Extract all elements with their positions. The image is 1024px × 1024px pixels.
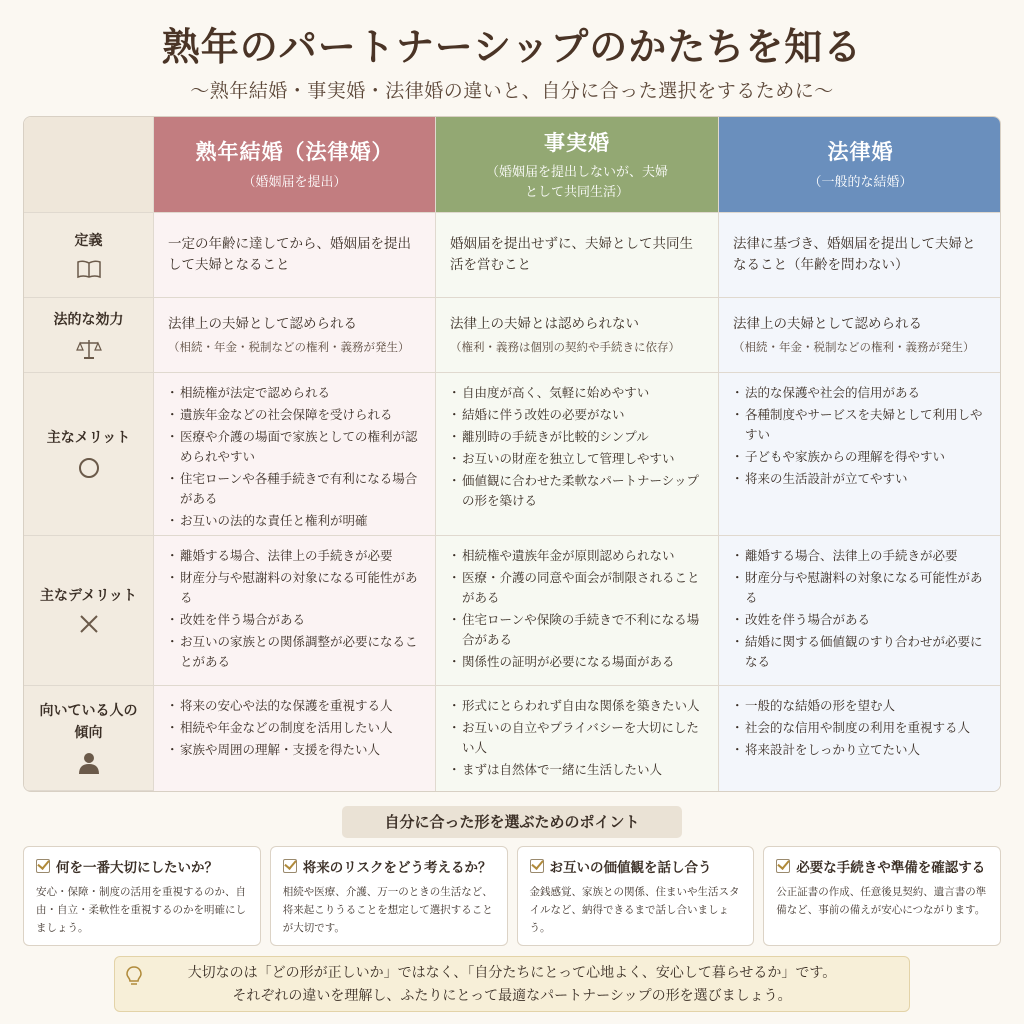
legal-effect-main: 法律上の夫婦として認められる bbox=[168, 315, 357, 332]
row-label-merits bbox=[24, 373, 154, 536]
demerits-list bbox=[168, 546, 421, 672]
legal-effect-cell bbox=[436, 298, 719, 373]
cross-icon bbox=[78, 613, 100, 635]
point-title: お互いの価値観を話し合う bbox=[549, 860, 712, 876]
definition-cell: 婚姻届を提出せずに、夫婦として共同生活を営むこと bbox=[436, 213, 719, 298]
suited-cell bbox=[154, 686, 436, 791]
scale-icon bbox=[76, 338, 102, 360]
demerits-cell bbox=[154, 536, 436, 686]
row-label-definition bbox=[24, 213, 154, 298]
closing-line-2: それぞれの違いを理解し、ふたりにとって最適なパートナーシップの形を選びましょう。 bbox=[232, 988, 792, 1005]
list-item: ・ 改姓を伴う場合がある bbox=[733, 610, 988, 630]
point-body: 公正証書の作成、任意後見契約、遺言書の準備など、事前の備えが安心につながります。 bbox=[776, 886, 987, 916]
suited-list bbox=[450, 696, 704, 780]
list-item: ・ 離婚する場合、法律上の手続きが必要 bbox=[168, 546, 421, 566]
demerits-list bbox=[450, 546, 704, 672]
legal-effect-main: 法律上の夫婦とは認められない bbox=[450, 315, 639, 332]
list-item: ・ 各種制度やサービスを夫婦として利用しやすい bbox=[733, 405, 988, 445]
point-card bbox=[517, 846, 755, 946]
checkbox-icon bbox=[776, 859, 790, 873]
column-subtitle: （一般的な結婚） bbox=[808, 175, 913, 191]
merits-cell bbox=[436, 373, 719, 536]
checkbox-icon bbox=[530, 859, 544, 873]
demerits-list bbox=[733, 546, 988, 672]
row-label-text: 定義 bbox=[74, 233, 103, 250]
column-header-common-law bbox=[436, 117, 719, 213]
merits-cell bbox=[719, 373, 1001, 536]
point-card bbox=[270, 846, 508, 946]
table-corner bbox=[24, 117, 154, 213]
suited-list bbox=[733, 696, 988, 760]
legal-effect-main: 法律上の夫婦として認められる bbox=[733, 315, 922, 332]
definition-cell: 法律に基づき、婚姻届を提出して夫婦となること（年齢を問わない） bbox=[719, 213, 1001, 298]
column-subtitle: （婚姻届を提出しないが、夫婦として共同生活） bbox=[485, 165, 668, 200]
list-item: ・ 将来の安心や法的な保護を重視する人 bbox=[168, 696, 421, 716]
list-item: ・ 結婚に伴う改姓の必要がない bbox=[450, 405, 704, 425]
row-label-text: 法的な効力 bbox=[53, 312, 124, 329]
point-card bbox=[763, 846, 1001, 946]
list-item: ・ 自由度が高く、気軽に始めやすい bbox=[450, 383, 704, 403]
checkbox-icon bbox=[36, 859, 50, 873]
legal-effect-note: （権利・義務は個別の契約や手続きに依存） bbox=[450, 339, 680, 354]
list-item: ・ 子どもや家族からの理解を得やすい bbox=[733, 447, 988, 467]
list-item: ・ 相続や年金などの制度を活用したい人 bbox=[168, 718, 421, 738]
legal-effect-cell bbox=[719, 298, 1001, 373]
list-item: ・ 遺族年金などの社会保障を受けられる bbox=[168, 405, 421, 425]
list-item: ・ 住宅ローンや保険の手続きで不利になる場合がある bbox=[450, 610, 704, 650]
list-item: ・ 財産分与や慰謝料の対象になる可能性がある bbox=[168, 568, 421, 608]
column-title: 熟年結婚（法律婚） bbox=[195, 140, 394, 165]
book-icon bbox=[76, 259, 102, 279]
merits-list bbox=[450, 383, 704, 511]
list-item: ・ 医療や介護の場面で家族としての権利が認められやすい bbox=[168, 427, 421, 467]
row-label-text: 主なデメリット bbox=[40, 587, 137, 604]
merits-cell bbox=[154, 373, 436, 536]
row-label-demerits bbox=[24, 536, 154, 686]
column-header-senior-marriage bbox=[154, 117, 436, 213]
list-item: ・ 離別時の手続きが比較的シンプル bbox=[450, 427, 704, 447]
row-label-suited bbox=[24, 686, 154, 791]
definition-cell: 一定の年齢に達してから、婚姻届を提出して夫婦となること bbox=[154, 213, 436, 298]
suited-list bbox=[168, 696, 421, 760]
legal-effect-cell bbox=[154, 298, 436, 373]
row-label-text: 主なメリット bbox=[46, 430, 131, 447]
list-item: ・ お互いの自立やプライバシーを大切にしたい人 bbox=[450, 718, 704, 758]
column-title: 法律婚 bbox=[827, 140, 894, 165]
list-item: ・ お互いの法的な責任と権利が明確 bbox=[168, 511, 421, 531]
demerits-cell bbox=[436, 536, 719, 686]
demerits-cell bbox=[719, 536, 1001, 686]
row-label-legal-effect bbox=[24, 298, 154, 373]
list-item: ・ まずは自然体で一緒に生活したい人 bbox=[450, 760, 704, 780]
closing-line-1: 大切なのは「どの形が正しいか」ではなく、「自分たちにとって心地よく、安心して暮らせるか」です。 bbox=[187, 965, 837, 981]
page-subtitle: 〜熟年結婚・事実婚・法律婚の違いと、自分に合った選択をするために〜 bbox=[190, 80, 834, 102]
list-item: ・ 離婚する場合、法律上の手続きが必要 bbox=[733, 546, 988, 566]
points-heading: 自分に合った形を選ぶためのポイント bbox=[342, 806, 682, 838]
point-title: 何を一番大切にしたいか？ bbox=[56, 860, 218, 876]
list-item: ・ 関係性の証明が必要になる場面がある bbox=[450, 652, 704, 672]
suited-cell bbox=[719, 686, 1001, 791]
page-title: 熟年のパートナーシップのかたちを知る bbox=[161, 24, 863, 69]
checkbox-icon bbox=[283, 859, 297, 873]
merits-list bbox=[733, 383, 988, 489]
point-body: 相続や医療、介護、万一のときの生活など、将来起こりうることを想定して選択することが大切です。 bbox=[282, 886, 493, 934]
circle-icon bbox=[77, 456, 101, 480]
lightbulb-icon bbox=[125, 965, 143, 987]
row-label-text: 向いている人の傾向 bbox=[39, 703, 138, 741]
list-item: ・ 結婚に関する価値観のすり合わせが必要になる bbox=[733, 632, 988, 672]
list-item: ・ 財産分与や慰謝料の対象になる可能性がある bbox=[733, 568, 988, 608]
comparison-table bbox=[23, 116, 1001, 792]
point-body: 安心・保障・制度の活用を重視するのか、自由・自立・柔軟性を重視するのかを明確にしましょう。 bbox=[36, 886, 246, 934]
column-title: 事実婚 bbox=[544, 130, 610, 155]
point-title: 将来のリスクをどう考えるか？ bbox=[302, 860, 492, 876]
list-item: ・ 形式にとらわれず自由な関係を築きたい人 bbox=[450, 696, 704, 716]
list-item: ・ 医療・介護の同意や面会が制限されることがある bbox=[450, 568, 704, 608]
list-item: ・ 法的な保護や社会的信用がある bbox=[733, 383, 988, 403]
list-item: ・ 相続権や遺族年金が原則認められない bbox=[450, 546, 704, 566]
suited-cell bbox=[436, 686, 719, 791]
list-item: ・ 住宅ローンや各種手続きで有利になる場合がある bbox=[168, 469, 421, 509]
legal-effect-note: （相続・年金・税制などの権利・義務が発生） bbox=[168, 339, 410, 354]
list-item: ・ 将来の生活設計が立てやすい bbox=[733, 469, 988, 489]
list-item: ・ 価値観に合わせた柔軟なパートナーシップの形を築ける bbox=[450, 471, 704, 511]
list-item: ・ お互いの家族との関係調整が必要になることがある bbox=[168, 632, 421, 672]
point-title: 必要な手続きや準備を確認する bbox=[796, 860, 986, 876]
merits-list bbox=[168, 383, 421, 531]
column-header-legal-marriage bbox=[719, 117, 1001, 213]
points-cards bbox=[23, 846, 1001, 946]
point-card bbox=[23, 846, 261, 946]
list-item: ・ 一般的な結婚の形を望む人 bbox=[733, 696, 988, 716]
list-item: ・ 将来設計をしっかり立てたい人 bbox=[733, 740, 988, 760]
list-item: ・ 家族や周囲の理解・支援を得たい人 bbox=[168, 740, 421, 760]
legal-effect-note: （相続・年金・税制などの権利・義務が発生） bbox=[733, 339, 975, 354]
point-body: 金銭感覚、家族との関係、住まいや生活スタイルなど、納得できるまで話し合いましょう。 bbox=[529, 886, 740, 934]
column-subtitle: （婚姻届を提出） bbox=[242, 175, 347, 191]
closing-message bbox=[114, 956, 910, 1012]
person-icon bbox=[78, 751, 100, 775]
list-item: ・ お互いの財産を独立して管理しやすい bbox=[450, 449, 704, 469]
list-item: ・ 社会的な信用や制度の利用を重視する人 bbox=[733, 718, 988, 738]
list-item: ・ 相続権が法定で認められる bbox=[168, 383, 421, 403]
list-item: ・ 改姓を伴う場合がある bbox=[168, 610, 421, 630]
